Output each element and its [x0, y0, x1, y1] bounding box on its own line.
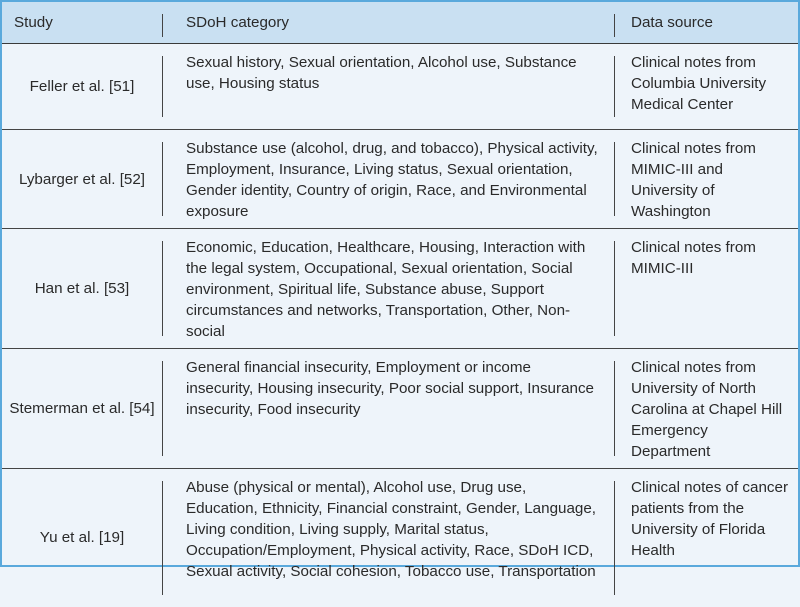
study-cell: Lybarger et al. [52]	[2, 130, 162, 229]
source-text: Clinical notes from University of North Carolina at Chapel Hill Emergency Department	[631, 359, 783, 460]
table-body	[2, 44, 798, 607]
header-data-source-label: Data source	[631, 14, 713, 31]
study-cell: Han et al. [53]	[2, 229, 162, 349]
category-text: Sexual history, Sexual orientation, Alcohol use, Substance use, Housing status	[186, 54, 577, 92]
table-row	[2, 229, 798, 349]
header-sdoh-category	[162, 2, 614, 44]
header-sdoh-category-label: SDoH category	[186, 14, 289, 31]
category-text: Abuse (physical or mental), Alcohol use, Drug use, Education, Ethnicity, Financial constraint, Gender, Language, Living condition, Living supply, Marital status, Occupation/Employment, Physical activity, Race, SDoH ICD, Sexual activity, Social cohesion, Tobacco use, Transportation	[186, 479, 597, 580]
table-row	[2, 44, 798, 130]
source-text: Clinical notes from Columbia University Medical Center	[631, 54, 767, 113]
category-cell	[162, 469, 614, 607]
category-cell	[162, 130, 614, 229]
source-text: Clinical notes from MIMIC-III and University of Washington	[631, 140, 756, 220]
source-text: Clinical notes from MIMIC-III	[631, 239, 756, 277]
study-cell: Yu et al. [19]	[2, 469, 162, 607]
category-text: General financial insecurity, Employment or income insecurity, Housing insecurity, Poor social support, Insurance insecurity, Food insecurity	[186, 359, 594, 418]
table-header	[2, 2, 798, 44]
category-text: Economic, Education, Healthcare, Housing, Interaction with the legal system, Occupational, Sexual orientation, Social environment, Spiritual life, Substance abuse, Support circumstances and networks, Transportation, Other, Non-social	[186, 239, 586, 340]
table-row	[2, 469, 798, 607]
category-cell	[162, 349, 614, 469]
table-row	[2, 130, 798, 229]
header-study: Study	[2, 2, 162, 44]
source-cell	[614, 229, 798, 349]
sdoh-studies-table	[2, 2, 798, 607]
category-cell	[162, 44, 614, 130]
category-cell	[162, 229, 614, 349]
source-cell	[614, 349, 798, 469]
source-cell	[614, 469, 798, 607]
header-row	[2, 2, 798, 44]
table-row	[2, 349, 798, 469]
study-cell: Stemerman et al. [54]	[2, 349, 162, 469]
study-cell: Feller et al. [51]	[2, 44, 162, 130]
source-cell	[614, 130, 798, 229]
category-text: Substance use (alcohol, drug, and tobacco), Physical activity, Employment, Insurance, Living status, Sexual orientation, Gender identity, Country of origin, Race, and Environmental exposure	[186, 140, 598, 220]
source-text: Clinical notes of cancer patients from the University of Florida Health	[631, 479, 789, 559]
header-data-source	[614, 2, 798, 44]
source-cell	[614, 44, 798, 130]
